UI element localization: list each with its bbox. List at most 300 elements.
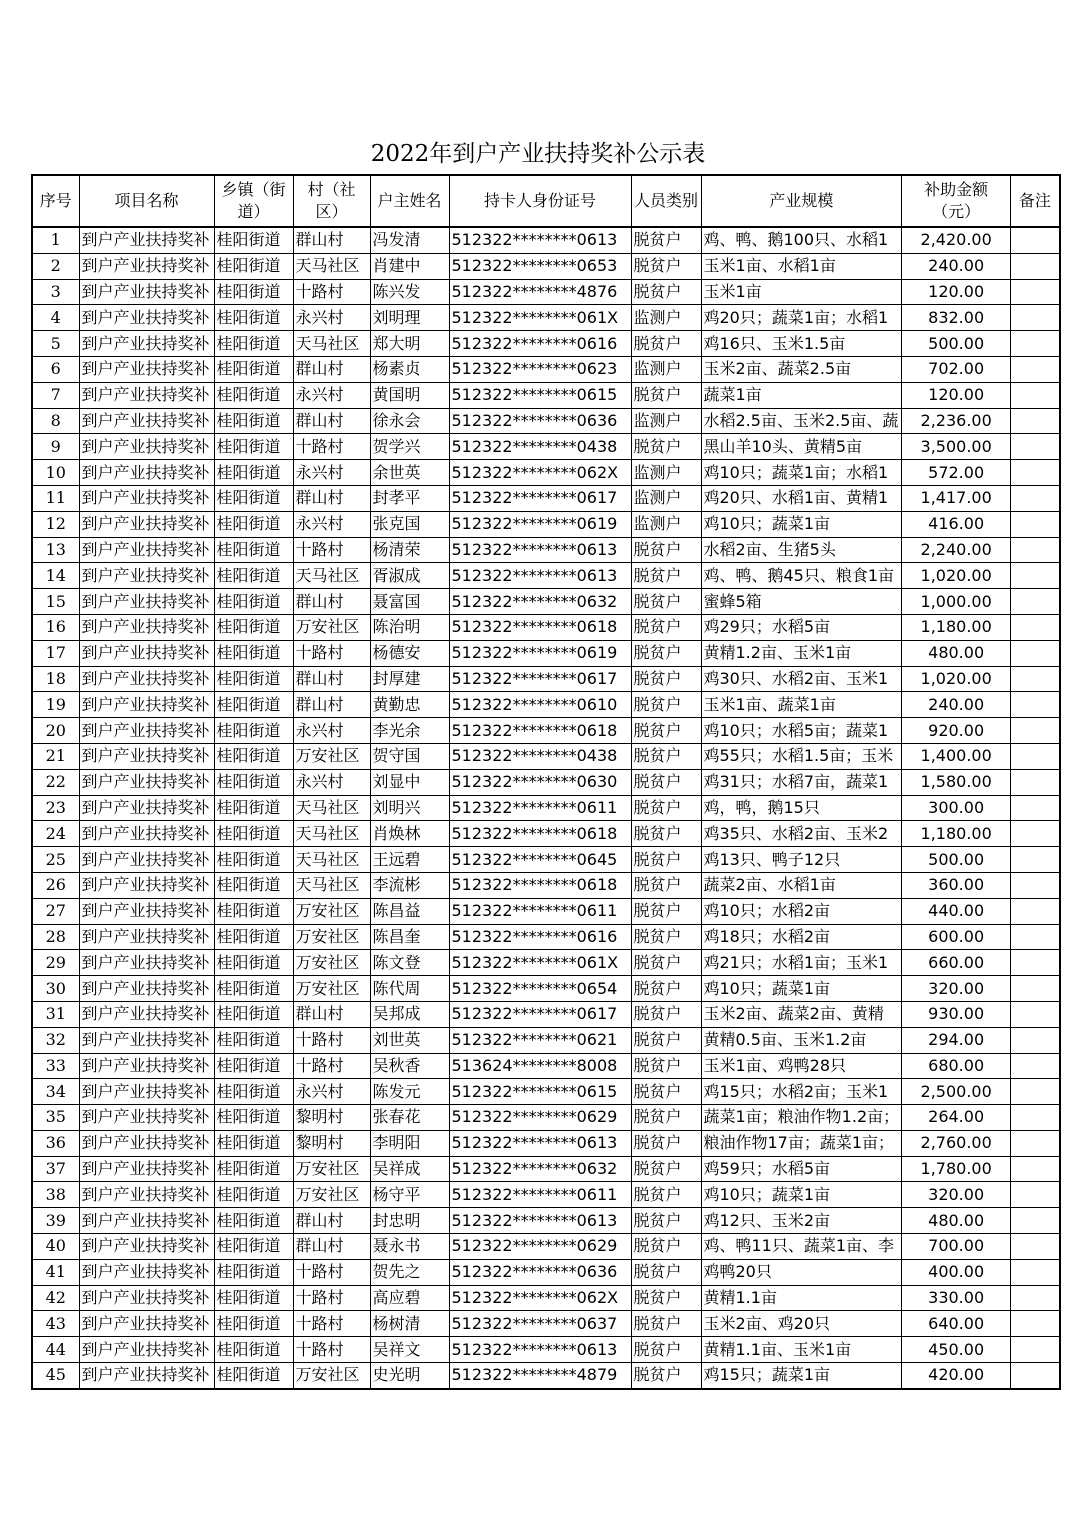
row-note xyxy=(1011,640,1060,666)
row-householder: 余世英 xyxy=(370,460,449,486)
row-category: 脱贫户 xyxy=(631,1053,701,1079)
row-category: 脱贫户 xyxy=(631,950,701,976)
row-town: 桂阳街道 xyxy=(214,227,293,253)
row-serial: 20 xyxy=(32,718,79,744)
row-householder: 胥淑成 xyxy=(370,563,449,589)
row-project: 到户产业扶持奖补 xyxy=(79,408,214,434)
row-id-number: 512322********0613 xyxy=(449,537,631,563)
row-id-number: 512322********0653 xyxy=(449,253,631,279)
row-amount: 700.00 xyxy=(902,1234,1011,1260)
row-scale: 鸡10只；蔬菜1亩 xyxy=(701,1182,902,1208)
row-village: 永兴村 xyxy=(293,511,370,537)
row-town: 桂阳街道 xyxy=(214,253,293,279)
row-town: 桂阳街道 xyxy=(214,821,293,847)
row-village: 万安社区 xyxy=(293,614,370,640)
row-scale: 玉米2亩、蔬菜2亩、黄精 xyxy=(701,1001,902,1027)
row-town: 桂阳街道 xyxy=(214,898,293,924)
row-serial: 14 xyxy=(32,563,79,589)
row-town: 桂阳街道 xyxy=(214,408,293,434)
row-category: 脱贫户 xyxy=(631,1208,701,1234)
row-householder: 刘显中 xyxy=(370,769,449,795)
header-householder: 户主姓名 xyxy=(370,175,449,227)
row-householder: 高应碧 xyxy=(370,1285,449,1311)
row-note xyxy=(1011,1001,1060,1027)
row-category: 脱贫户 xyxy=(631,1311,701,1337)
row-id-number: 512322********0619 xyxy=(449,511,631,537)
row-serial: 16 xyxy=(32,614,79,640)
row-village: 群山村 xyxy=(293,356,370,382)
header-note: 备注 xyxy=(1011,175,1060,227)
row-note xyxy=(1011,847,1060,873)
row-householder: 杨守平 xyxy=(370,1182,449,1208)
row-amount: 120.00 xyxy=(902,279,1011,305)
row-note xyxy=(1011,821,1060,847)
row-project: 到户产业扶持奖补 xyxy=(79,1234,214,1260)
row-serial: 40 xyxy=(32,1234,79,1260)
row-scale: 鸡16只、玉米1.5亩 xyxy=(701,331,902,357)
row-project: 到户产业扶持奖补 xyxy=(79,279,214,305)
subsidy-table xyxy=(31,174,1061,1390)
row-project: 到户产业扶持奖补 xyxy=(79,1001,214,1027)
table-row xyxy=(32,872,1060,898)
row-project: 到户产业扶持奖补 xyxy=(79,253,214,279)
row-town: 桂阳街道 xyxy=(214,847,293,873)
row-town: 桂阳街道 xyxy=(214,1079,293,1105)
row-scale: 鸡10只；水稻2亩 xyxy=(701,898,902,924)
row-category: 脱贫户 xyxy=(631,769,701,795)
row-householder: 徐永会 xyxy=(370,408,449,434)
row-amount: 2,240.00 xyxy=(902,537,1011,563)
table-row xyxy=(32,331,1060,357)
table-row xyxy=(32,1053,1060,1079)
row-id-number: 512322********0629 xyxy=(449,1105,631,1131)
row-village: 永兴村 xyxy=(293,460,370,486)
row-householder: 郑大明 xyxy=(370,331,449,357)
row-scale: 鸡10只；蔬菜1亩 xyxy=(701,976,902,1002)
row-town: 桂阳街道 xyxy=(214,485,293,511)
table-row xyxy=(32,485,1060,511)
row-scale: 鸡，鸭，鹅15只 xyxy=(701,795,902,821)
table-row xyxy=(32,1363,1060,1389)
row-id-number: 512322********0438 xyxy=(449,743,631,769)
row-project: 到户产业扶持奖补 xyxy=(79,331,214,357)
row-scale: 鸡、鸭、鹅45只、粮食1亩 xyxy=(701,563,902,589)
row-town: 桂阳街道 xyxy=(214,511,293,537)
row-town: 桂阳街道 xyxy=(214,460,293,486)
row-category: 脱贫户 xyxy=(631,1337,701,1363)
row-project: 到户产业扶持奖补 xyxy=(79,614,214,640)
row-id-number: 512322********0613 xyxy=(449,227,631,253)
row-scale: 鸡13只、鸭子12只 xyxy=(701,847,902,873)
row-id-number: 512322********4879 xyxy=(449,1363,631,1389)
row-householder: 刘明兴 xyxy=(370,795,449,821)
row-serial: 38 xyxy=(32,1182,79,1208)
row-serial: 30 xyxy=(32,976,79,1002)
row-project: 到户产业扶持奖补 xyxy=(79,227,214,253)
row-amount: 400.00 xyxy=(902,1259,1011,1285)
row-id-number: 512322********0616 xyxy=(449,924,631,950)
row-householder: 贺先之 xyxy=(370,1259,449,1285)
row-note xyxy=(1011,718,1060,744)
row-village: 永兴村 xyxy=(293,382,370,408)
row-id-number: 512322********0611 xyxy=(449,1182,631,1208)
row-scale: 玉米1亩 xyxy=(701,279,902,305)
row-note xyxy=(1011,1259,1060,1285)
row-village: 黎明村 xyxy=(293,1105,370,1131)
row-householder: 封孝平 xyxy=(370,485,449,511)
row-town: 桂阳街道 xyxy=(214,1182,293,1208)
row-project: 到户产业扶持奖补 xyxy=(79,872,214,898)
row-scale: 鸡、鸭、鹅100只、水稻1 xyxy=(701,227,902,253)
table-row xyxy=(32,253,1060,279)
row-id-number: 512322********0618 xyxy=(449,872,631,898)
row-project: 到户产业扶持奖补 xyxy=(79,460,214,486)
row-householder: 冯发清 xyxy=(370,227,449,253)
row-project: 到户产业扶持奖补 xyxy=(79,1208,214,1234)
row-note xyxy=(1011,382,1060,408)
row-town: 桂阳街道 xyxy=(214,795,293,821)
row-category: 脱贫户 xyxy=(631,898,701,924)
row-amount: 330.00 xyxy=(902,1285,1011,1311)
header-scale: 产业规模 xyxy=(701,175,902,227)
row-village: 群山村 xyxy=(293,692,370,718)
row-id-number: 513624********8008 xyxy=(449,1053,631,1079)
table-row xyxy=(32,356,1060,382)
row-scale: 鸡29只；水稻5亩 xyxy=(701,614,902,640)
row-amount: 1,580.00 xyxy=(902,769,1011,795)
row-householder: 封厚建 xyxy=(370,666,449,692)
row-amount: 240.00 xyxy=(902,692,1011,718)
row-amount: 3,500.00 xyxy=(902,434,1011,460)
row-id-number: 512322********0637 xyxy=(449,1311,631,1337)
row-town: 桂阳街道 xyxy=(214,1311,293,1337)
row-id-number: 512322********0613 xyxy=(449,1130,631,1156)
row-category: 监测户 xyxy=(631,460,701,486)
row-id-number: 512322********0613 xyxy=(449,1337,631,1363)
row-serial: 6 xyxy=(32,356,79,382)
row-id-number: 512322********0618 xyxy=(449,614,631,640)
row-project: 到户产业扶持奖补 xyxy=(79,1182,214,1208)
table-row xyxy=(32,1130,1060,1156)
table-row xyxy=(32,847,1060,873)
row-id-number: 512322********062X xyxy=(449,460,631,486)
row-town: 桂阳街道 xyxy=(214,769,293,795)
row-village: 十路村 xyxy=(293,434,370,460)
row-scale: 鸡35只、水稻2亩、玉米2 xyxy=(701,821,902,847)
row-serial: 24 xyxy=(32,821,79,847)
row-village: 永兴村 xyxy=(293,718,370,744)
table-row xyxy=(32,1156,1060,1182)
row-note xyxy=(1011,614,1060,640)
row-scale: 鸡10只；蔬菜1亩；水稻1 xyxy=(701,460,902,486)
row-category: 脱贫户 xyxy=(631,537,701,563)
table-header-row xyxy=(32,175,1060,227)
row-serial: 45 xyxy=(32,1363,79,1389)
row-amount: 500.00 xyxy=(902,847,1011,873)
row-note xyxy=(1011,898,1060,924)
row-householder: 聂永书 xyxy=(370,1234,449,1260)
row-householder: 王远碧 xyxy=(370,847,449,873)
row-serial: 33 xyxy=(32,1053,79,1079)
row-amount: 680.00 xyxy=(902,1053,1011,1079)
row-scale: 黄精1.2亩、玉米1亩 xyxy=(701,640,902,666)
row-scale: 玉米2亩、鸡20只 xyxy=(701,1311,902,1337)
table-row xyxy=(32,511,1060,537)
row-householder: 刘明理 xyxy=(370,305,449,331)
row-project: 到户产业扶持奖补 xyxy=(79,1311,214,1337)
row-town: 桂阳街道 xyxy=(214,1234,293,1260)
row-serial: 34 xyxy=(32,1079,79,1105)
table-row xyxy=(32,227,1060,253)
row-note xyxy=(1011,434,1060,460)
row-town: 桂阳街道 xyxy=(214,1363,293,1389)
row-note xyxy=(1011,1285,1060,1311)
row-category: 脱贫户 xyxy=(631,1285,701,1311)
row-category: 脱贫户 xyxy=(631,589,701,615)
row-amount: 660.00 xyxy=(902,950,1011,976)
row-category: 监测户 xyxy=(631,408,701,434)
table-row xyxy=(32,1311,1060,1337)
row-category: 脱贫户 xyxy=(631,1105,701,1131)
row-project: 到户产业扶持奖补 xyxy=(79,537,214,563)
row-amount: 1,417.00 xyxy=(902,485,1011,511)
row-amount: 416.00 xyxy=(902,511,1011,537)
row-scale: 鸡21只；水稻1亩；玉米1 xyxy=(701,950,902,976)
row-serial: 7 xyxy=(32,382,79,408)
row-id-number: 512322********062X xyxy=(449,1285,631,1311)
row-village: 十路村 xyxy=(293,1259,370,1285)
row-project: 到户产业扶持奖补 xyxy=(79,305,214,331)
row-project: 到户产业扶持奖补 xyxy=(79,718,214,744)
row-note xyxy=(1011,356,1060,382)
row-village: 天马社区 xyxy=(293,331,370,357)
row-town: 桂阳街道 xyxy=(214,589,293,615)
row-town: 桂阳街道 xyxy=(214,1285,293,1311)
row-scale: 鸡12只、玉米2亩 xyxy=(701,1208,902,1234)
row-note xyxy=(1011,563,1060,589)
row-village: 群山村 xyxy=(293,408,370,434)
row-town: 桂阳街道 xyxy=(214,950,293,976)
row-amount: 1,180.00 xyxy=(902,821,1011,847)
row-id-number: 512322********0618 xyxy=(449,821,631,847)
row-note xyxy=(1011,950,1060,976)
table-row xyxy=(32,305,1060,331)
row-category: 脱贫户 xyxy=(631,795,701,821)
row-village: 十路村 xyxy=(293,1337,370,1363)
row-householder: 张克国 xyxy=(370,511,449,537)
row-id-number: 512322********0623 xyxy=(449,356,631,382)
row-householder: 陈治明 xyxy=(370,614,449,640)
row-village: 天马社区 xyxy=(293,253,370,279)
row-village: 十路村 xyxy=(293,640,370,666)
row-category: 脱贫户 xyxy=(631,692,701,718)
row-category: 脱贫户 xyxy=(631,1234,701,1260)
row-scale: 鸡18只；水稻2亩 xyxy=(701,924,902,950)
row-householder: 陈文登 xyxy=(370,950,449,976)
row-project: 到户产业扶持奖补 xyxy=(79,434,214,460)
header-town: 乡镇（街道） xyxy=(214,175,293,227)
row-id-number: 512322********0629 xyxy=(449,1234,631,1260)
row-amount: 1,020.00 xyxy=(902,666,1011,692)
row-category: 脱贫户 xyxy=(631,253,701,279)
row-note xyxy=(1011,795,1060,821)
row-id-number: 512322********0616 xyxy=(449,331,631,357)
row-town: 桂阳街道 xyxy=(214,1053,293,1079)
row-scale: 玉米1亩、蔬菜1亩 xyxy=(701,692,902,718)
row-category: 脱贫户 xyxy=(631,743,701,769)
row-amount: 240.00 xyxy=(902,253,1011,279)
row-id-number: 512322********4876 xyxy=(449,279,631,305)
row-id-number: 512322********0636 xyxy=(449,1259,631,1285)
header-village: 村（社区） xyxy=(293,175,370,227)
header-serial: 序号 xyxy=(32,175,79,227)
row-category: 监测户 xyxy=(631,305,701,331)
row-householder: 贺守国 xyxy=(370,743,449,769)
row-category: 脱贫户 xyxy=(631,563,701,589)
row-category: 脱贫户 xyxy=(631,1027,701,1053)
row-note xyxy=(1011,1363,1060,1389)
row-id-number: 512322********0632 xyxy=(449,1156,631,1182)
row-project: 到户产业扶持奖补 xyxy=(79,692,214,718)
row-town: 桂阳街道 xyxy=(214,1001,293,1027)
table-row xyxy=(32,589,1060,615)
row-project: 到户产业扶持奖补 xyxy=(79,795,214,821)
row-householder: 李流彬 xyxy=(370,872,449,898)
row-amount: 2,760.00 xyxy=(902,1130,1011,1156)
row-project: 到户产业扶持奖补 xyxy=(79,640,214,666)
row-town: 桂阳街道 xyxy=(214,640,293,666)
row-village: 天马社区 xyxy=(293,872,370,898)
row-householder: 陈昌奎 xyxy=(370,924,449,950)
row-category: 脱贫户 xyxy=(631,976,701,1002)
row-amount: 640.00 xyxy=(902,1311,1011,1337)
row-serial: 21 xyxy=(32,743,79,769)
row-scale: 黄精1.1亩 xyxy=(701,1285,902,1311)
row-householder: 聂富国 xyxy=(370,589,449,615)
table-row xyxy=(32,976,1060,1002)
row-amount: 1,780.00 xyxy=(902,1156,1011,1182)
row-scale: 玉米1亩、水稻1亩 xyxy=(701,253,902,279)
row-note xyxy=(1011,279,1060,305)
row-note xyxy=(1011,924,1060,950)
row-amount: 2,420.00 xyxy=(902,227,1011,253)
row-village: 群山村 xyxy=(293,227,370,253)
row-project: 到户产业扶持奖补 xyxy=(79,898,214,924)
table-row xyxy=(32,460,1060,486)
row-town: 桂阳街道 xyxy=(214,563,293,589)
row-village: 十路村 xyxy=(293,1285,370,1311)
row-note xyxy=(1011,1053,1060,1079)
row-category: 脱贫户 xyxy=(631,872,701,898)
row-project: 到户产业扶持奖补 xyxy=(79,743,214,769)
row-id-number: 512322********0636 xyxy=(449,408,631,434)
row-serial: 35 xyxy=(32,1105,79,1131)
row-project: 到户产业扶持奖补 xyxy=(79,511,214,537)
row-village: 群山村 xyxy=(293,1208,370,1234)
row-scale: 鸡鸭20只 xyxy=(701,1259,902,1285)
row-project: 到户产业扶持奖补 xyxy=(79,950,214,976)
header-project: 项目名称 xyxy=(79,175,214,227)
row-town: 桂阳街道 xyxy=(214,537,293,563)
row-note xyxy=(1011,511,1060,537)
row-village: 十路村 xyxy=(293,1027,370,1053)
row-serial: 9 xyxy=(32,434,79,460)
row-id-number: 512322********0613 xyxy=(449,563,631,589)
table-row xyxy=(32,1234,1060,1260)
table-row xyxy=(32,1259,1060,1285)
row-town: 桂阳街道 xyxy=(214,666,293,692)
row-amount: 320.00 xyxy=(902,1182,1011,1208)
row-amount: 480.00 xyxy=(902,1208,1011,1234)
row-town: 桂阳街道 xyxy=(214,1259,293,1285)
row-amount: 1,180.00 xyxy=(902,614,1011,640)
row-category: 监测户 xyxy=(631,485,701,511)
row-project: 到户产业扶持奖补 xyxy=(79,769,214,795)
row-category: 脱贫户 xyxy=(631,382,701,408)
row-village: 群山村 xyxy=(293,589,370,615)
row-serial: 41 xyxy=(32,1259,79,1285)
row-scale: 水稻2亩、生猪5头 xyxy=(701,537,902,563)
row-category: 脱贫户 xyxy=(631,821,701,847)
row-category: 脱贫户 xyxy=(631,1001,701,1027)
row-note xyxy=(1011,1105,1060,1131)
row-householder: 黄国明 xyxy=(370,382,449,408)
row-householder: 吴邦成 xyxy=(370,1001,449,1027)
row-category: 脱贫户 xyxy=(631,1363,701,1389)
row-category: 脱贫户 xyxy=(631,1079,701,1105)
table-row xyxy=(32,795,1060,821)
row-householder: 杨德安 xyxy=(370,640,449,666)
row-amount: 832.00 xyxy=(902,305,1011,331)
row-village: 万安社区 xyxy=(293,1363,370,1389)
row-serial: 44 xyxy=(32,1337,79,1363)
row-category: 脱贫户 xyxy=(631,1182,701,1208)
row-amount: 500.00 xyxy=(902,331,1011,357)
row-amount: 450.00 xyxy=(902,1337,1011,1363)
row-id-number: 512322********0610 xyxy=(449,692,631,718)
row-category: 脱贫户 xyxy=(631,1156,701,1182)
table-row xyxy=(32,1079,1060,1105)
row-project: 到户产业扶持奖补 xyxy=(79,1259,214,1285)
row-amount: 1,000.00 xyxy=(902,589,1011,615)
row-note xyxy=(1011,1156,1060,1182)
row-note xyxy=(1011,460,1060,486)
table-row xyxy=(32,1001,1060,1027)
row-project: 到户产业扶持奖补 xyxy=(79,382,214,408)
row-project: 到户产业扶持奖补 xyxy=(79,666,214,692)
row-project: 到户产业扶持奖补 xyxy=(79,976,214,1002)
row-category: 脱贫户 xyxy=(631,924,701,950)
row-village: 永兴村 xyxy=(293,1079,370,1105)
row-householder: 肖建中 xyxy=(370,253,449,279)
table-row xyxy=(32,692,1060,718)
row-note xyxy=(1011,692,1060,718)
row-serial: 11 xyxy=(32,485,79,511)
row-id-number: 512322********061X xyxy=(449,305,631,331)
row-householder: 李光余 xyxy=(370,718,449,744)
row-project: 到户产业扶持奖补 xyxy=(79,563,214,589)
row-category: 脱贫户 xyxy=(631,1259,701,1285)
row-scale: 蜜蜂5箱 xyxy=(701,589,902,615)
row-amount: 480.00 xyxy=(902,640,1011,666)
row-amount: 294.00 xyxy=(902,1027,1011,1053)
table-row xyxy=(32,1105,1060,1131)
row-id-number: 512322********0632 xyxy=(449,589,631,615)
row-project: 到户产业扶持奖补 xyxy=(79,1285,214,1311)
row-serial: 23 xyxy=(32,795,79,821)
row-amount: 572.00 xyxy=(902,460,1011,486)
row-amount: 930.00 xyxy=(902,1001,1011,1027)
